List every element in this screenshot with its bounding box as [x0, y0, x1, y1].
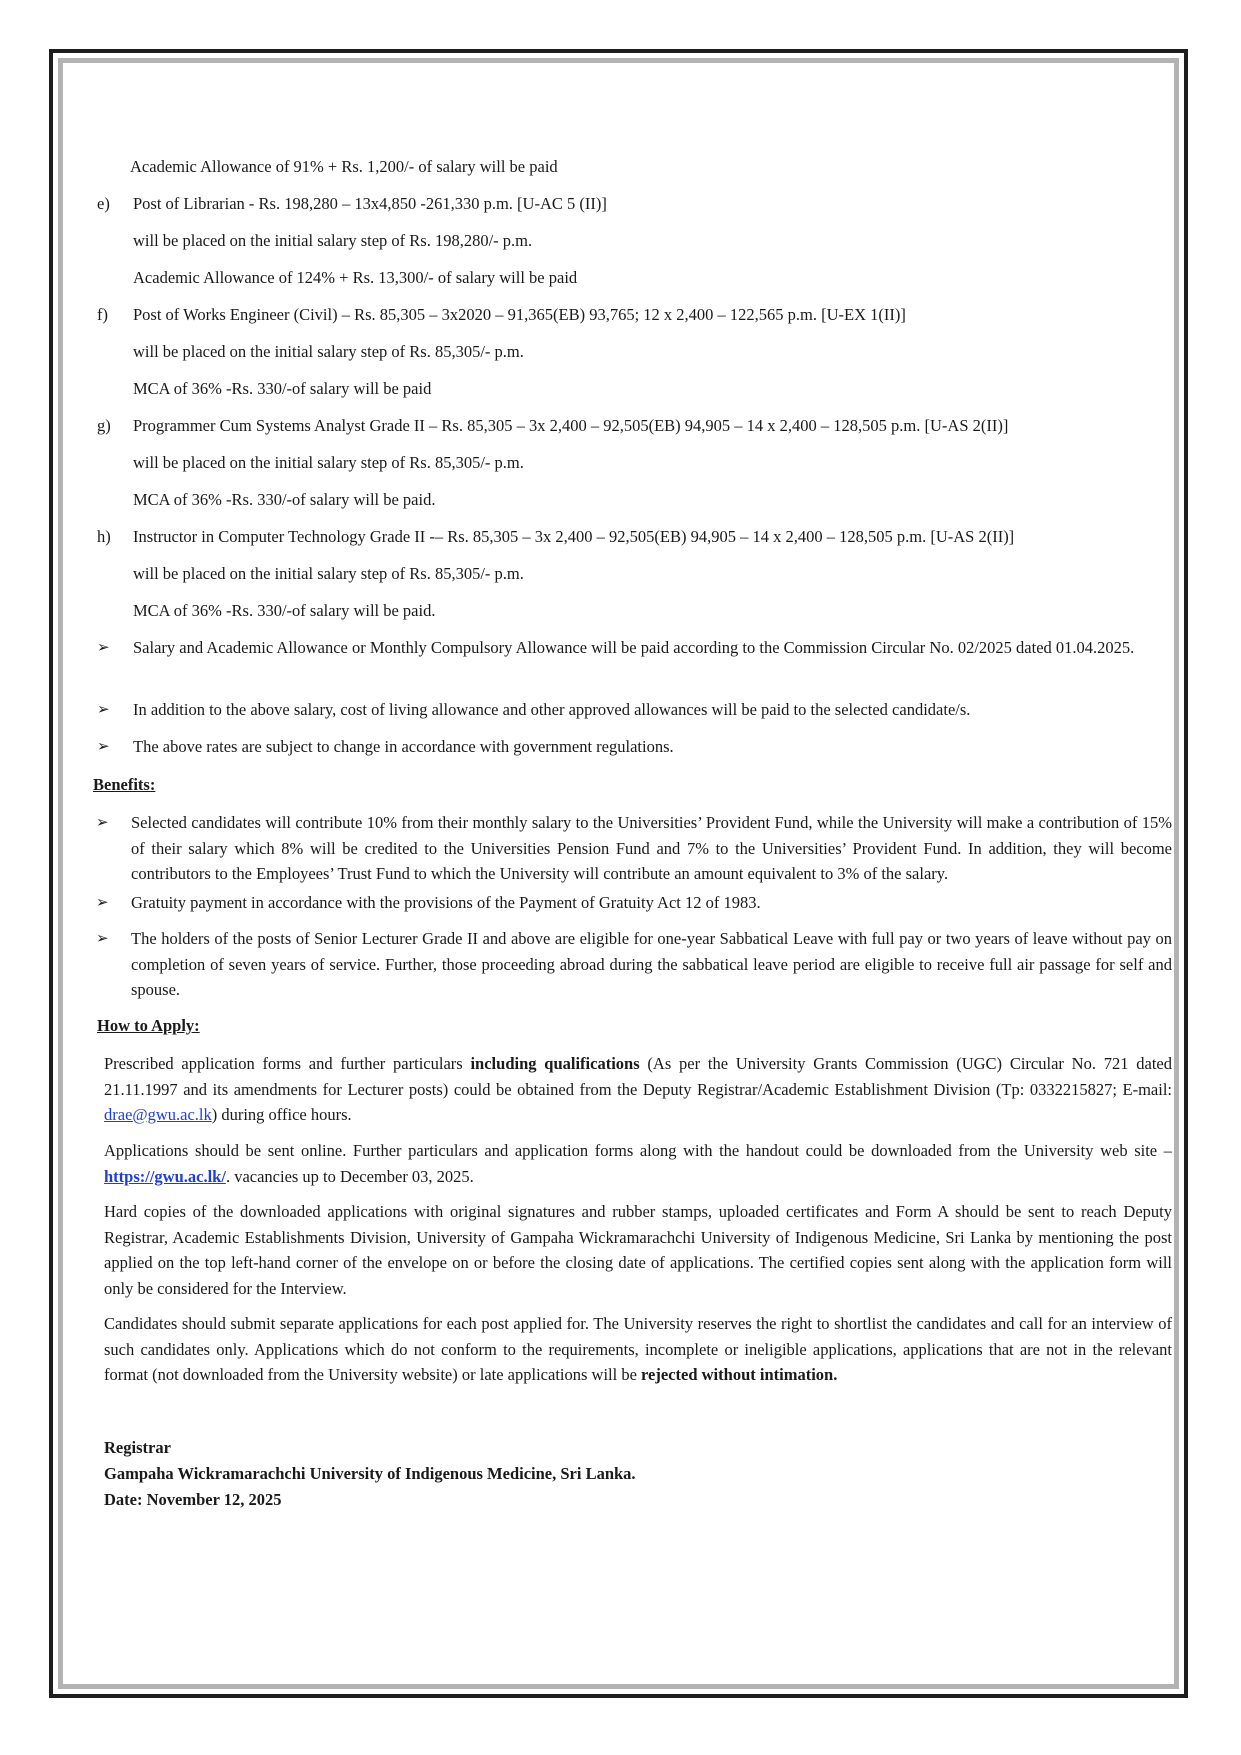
apply-text: Candidates should submit separate applications for each post applied for. The University reserves the right to shortlist the candidates and call for an interview of such candidates only. Applications which do not conform to the requirements, incomplete or ineligible applications, applications that are not in the relevant format (not downloaded from the University website) or late applications will be: [104, 1314, 1172, 1384]
item-letter-h: h): [97, 527, 111, 546]
apply-text: (As per the University Grants Commission (UGC) Circular No. 721 dated 21.11.1997 and its amendments for Lecturer posts) could be obtained from the Deputy Registrar/Academic Establishment Division (Tp: 0332215827; E-mail:: [104, 1054, 1172, 1099]
bullet-arrow-icon: ➢: [97, 739, 110, 755]
signature-date: Date: November 12, 2025: [104, 1490, 282, 1509]
signature-institution: Gampaha Wickramarachchi University of Indigenous Medicine, Sri Lanka.: [104, 1464, 636, 1483]
apply-paragraph-separate-applications: [104, 1311, 1172, 1388]
email-link[interactable]: drae@gwu.ac.lk: [104, 1105, 212, 1124]
works-engineer-mca: MCA of 36% -Rs. 330/-of salary will be paid: [133, 379, 432, 398]
post-works-engineer: Post of Works Engineer (Civil) – Rs. 85,305 – 3x2020 – 91,365(EB) 93,765; 12 x 2,400 – 122,565 p.m. [U-EX 1(II)]: [133, 305, 906, 324]
signature-title: Registrar: [104, 1438, 171, 1457]
librarian-allowance: Academic Allowance of 124% + Rs. 13,300/- of salary will be paid: [133, 268, 578, 287]
benefit-sabbatical: The holders of the posts of Senior Lecturer Grade II and above are eligible for one-year Sabbatical Leave with full pay or two years of leave without pay on completion of seven years of service. Further, those proceeding abroad during the sabbatical leave period are eligible to receive full air passage for self and spouse.: [131, 929, 1172, 999]
item-letter-g: g): [97, 416, 111, 435]
note-additional-allowances: In addition to the above salary, cost of living allowance and other approved allowances will be paid to the selected candidate/s.: [133, 700, 971, 719]
instructor-mca: MCA of 36% -Rs. 330/-of salary will be paid.: [133, 601, 436, 620]
allowance-d: Academic Allowance of 91% + Rs. 1,200/- of salary will be paid: [130, 157, 558, 176]
item-letter-f: f): [97, 305, 108, 324]
programmer-salary-step: will be placed on the initial salary step of Rs. 85,305/- p.m.: [133, 453, 524, 472]
bullet-arrow-icon: ➢: [97, 640, 110, 656]
bullet-arrow-icon: ➢: [97, 702, 110, 718]
qualifications-emphasis: including qualifications: [470, 1054, 640, 1073]
apply-text: . vacancies up to December 03, 2025.: [225, 1166, 474, 1186]
how-to-apply-heading: How to Apply:: [97, 1016, 200, 1035]
benefit-gratuity: Gratuity payment in accordance with the provisions of the Payment of Gratuity Act 12 of 1983.: [131, 893, 761, 912]
librarian-salary-step: will be placed on the initial salary step of Rs. 198,280/- p.m.: [133, 231, 533, 250]
works-engineer-salary-step: will be placed on the initial salary step of Rs. 85,305/- p.m.: [133, 342, 524, 361]
post-programmer: Programmer Cum Systems Analyst Grade II – Rs. 85,305 – 3x 2,400 – 92,505(EB) 94,905 – 14 x 2,400 – 128,505 p.m. [U-AS 2(II)]: [133, 416, 1009, 435]
item-letter-e: e): [97, 194, 110, 213]
programmer-mca: MCA of 36% -Rs. 330/-of salary will be paid.: [133, 490, 436, 509]
benefit-provident-fund: Selected candidates will contribute 10% from their monthly salary to the Universities’ Provident Fund, while the University will make a contribution of 15% of their salary which 8% will be credited to the Universities Pension Fund and 7% to the Universities’ Provident Fund. In addition, they will become contributors to the Employees’ Trust Fund to which the University will contribute an amount equivalent to 3% of the salary.: [131, 813, 1172, 883]
instructor-salary-step: will be placed on the initial salary step of Rs. 85,305/- p.m.: [133, 564, 524, 583]
post-instructor: Instructor in Computer Technology Grade II -– Rs. 85,305 – 3x 2,400 – 92,505(EB) 94,905 – 14 x 2,400 – 128,505 p.m. [U-AS 2(II)]: [133, 527, 1015, 546]
benefits-heading: Benefits:: [93, 775, 156, 794]
bullet-arrow-icon: ➢: [96, 815, 109, 831]
post-librarian: Post of Librarian - Rs. 198,280 – 13x4,850 -261,330 p.m. [U-AC 5 (II)]: [133, 194, 607, 213]
rejection-emphasis: rejected without intimation.: [641, 1365, 838, 1384]
note-rates-subject-to-change: The above rates are subject to change in accordance with government regulations.: [133, 737, 674, 756]
note-salary-circular: Salary and Academic Allowance or Monthly Compulsory Allowance will be paid according to the Commission Circular No. 02/2025 dated 01.04.2025.: [133, 638, 1135, 657]
apply-paragraph-online: [104, 1138, 1172, 1189]
apply-text: ) during office hours.: [211, 1105, 352, 1124]
university-website-link[interactable]: https://gwu.ac.lk/: [104, 1166, 226, 1186]
bullet-arrow-icon: ➢: [96, 895, 109, 911]
apply-paragraph-hard-copies: Hard copies of the downloaded applications with original signatures and rubber stamps, uploaded certificates and Form A should be sent to reach Deputy Registrar, Academic Establishments Division, University of Gampaha Wickramarachchi University of Indigenous Medicine, Sri Lanka by mentioning the post applied on the top left-hand corner of the envelope on or before the closing date of applications. The certified copies sent along with the application form will only be considered for the Interview.: [104, 1202, 1172, 1298]
apply-text: Applications should be sent online. Further particulars and application forms along with the handout could be downloaded from the University web site –: [104, 1141, 1172, 1160]
apply-text: Prescribed application forms and further particulars: [104, 1054, 471, 1073]
apply-paragraph-forms: [104, 1051, 1172, 1128]
bullet-arrow-icon: ➢: [96, 931, 109, 947]
